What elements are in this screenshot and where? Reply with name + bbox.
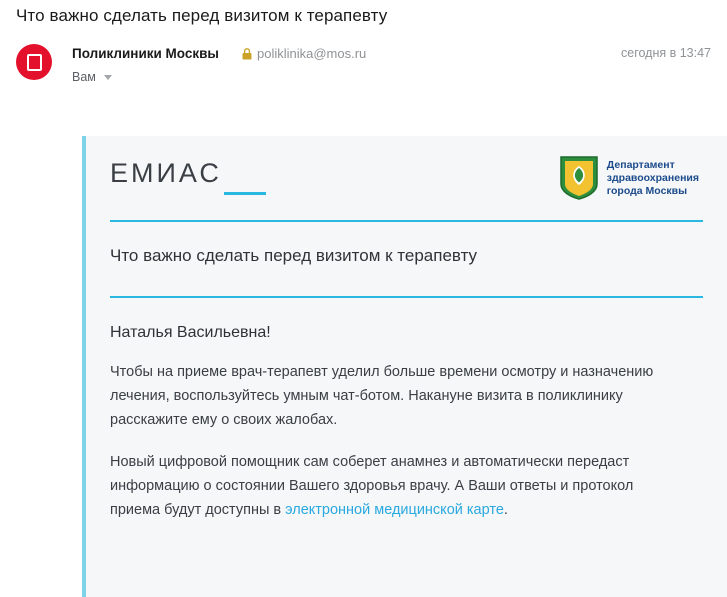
department-line-2: здравоохранения: [606, 171, 699, 184]
department-line-3: города Москвы: [606, 184, 688, 197]
recipient-label[interactable]: Вам: [72, 70, 96, 84]
lock-icon: [242, 47, 252, 59]
sender-name[interactable]: Поликлиники Москвы: [72, 46, 219, 61]
department-line-1: Департамент: [606, 158, 675, 171]
avatar: [16, 44, 52, 80]
email-body: [82, 136, 727, 597]
emias-logo-underline: [224, 192, 266, 195]
letter-paragraph-2: [86, 432, 727, 522]
mail-timestamp: сегодня в 13:47: [621, 46, 711, 60]
department-text: [607, 159, 699, 198]
avatar-glyph-icon: [27, 54, 42, 71]
department-logo: [558, 154, 699, 202]
chevron-down-icon[interactable]: [104, 75, 112, 80]
emias-logo: ЕМИАС: [110, 158, 222, 188]
letter-greeting: Наталья Васильевна!: [110, 324, 271, 341]
letter-title: Что важно сделать перед визитом к терапевту: [110, 246, 478, 265]
paragraph-2-text-after: .: [503, 502, 508, 518]
letter-header: [86, 136, 727, 212]
medical-record-link[interactable]: электронной медицинской карте: [285, 502, 504, 518]
sender-row: [16, 44, 711, 96]
letter-paragraph-1: Чтобы на приеме врач-терапевт уделил больше времени осмотру и назначению лечения, воспользуйтесь умным чат-ботом. Накануне визита в поликлинику расскажите ему о своих жалобах.: [110, 364, 654, 428]
sender-email[interactable]: poliklinika@mos.ru: [257, 46, 367, 61]
page-title: Что важно сделать перед визитом к терапевту: [16, 6, 388, 25]
shield-icon: [558, 154, 600, 202]
paragraph-2-text-before: Новый цифровой помощник сам соберет анамнез и автоматически передаст информацию о состоянии Вашего здоровья врачу. А Ваши ответы и протокол приема будут доступны в: [110, 454, 634, 518]
